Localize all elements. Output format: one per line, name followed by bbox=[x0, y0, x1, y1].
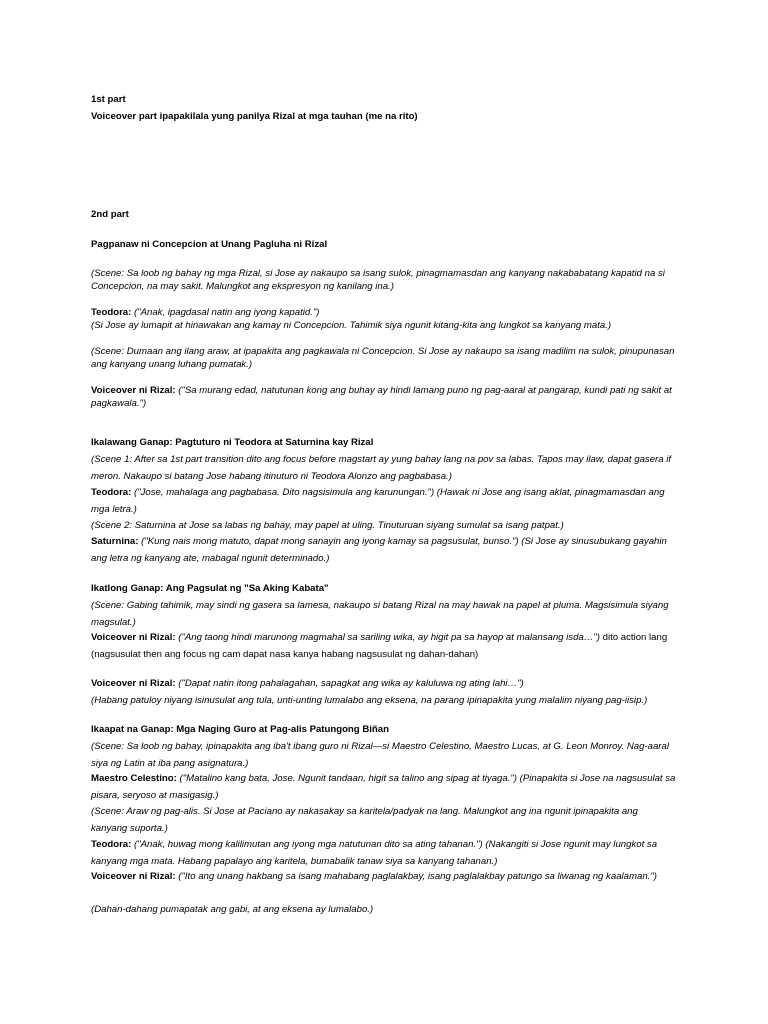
action-note: dito action lang (nagsusulat then ang focus ng cam dapat nasa kanya habang nagsusulat ng dahan-dahan) bbox=[91, 632, 668, 660]
section3-heading: Ikatlong Ganap: Ang Pagsulat ng "Sa Aking Kabata" bbox=[91, 583, 329, 594]
stage-direction: (Si Jose ay lumapit at hinawakan ang kamay ni Concepcion. Tahimik siya ngunit kitang-kita ang lungkot sa kanyang mata.) bbox=[91, 320, 612, 331]
speaker-label: Teodora: bbox=[91, 839, 132, 850]
speaker-label: Voiceover ni Rizal: bbox=[91, 678, 176, 689]
section3-scene1: (Scene: Gabing tahimik, may sindi ng gasera sa lamesa, nakaupo si batang Rizal na may hawak na papel at pluma. Magsisimula siyang magsulat.) bbox=[91, 600, 669, 628]
dialogue-text: ("Ang taong hindi marunong magmahal sa sariling wika, ay higit pa sa hayop at malansang isda…") bbox=[175, 632, 603, 643]
dialogue-text: ("Anak, huwag mong kalilimutan ang iyong mga natutunan dito sa ating tahanan.") (Nakangiti si Jose ngunit may lungkot sa kanyang mga mata. Habang papalayo ang karitela, bumabalik tanaw siya sa kanyang tahanan.) bbox=[91, 839, 658, 867]
section4-heading: Ikaapat na Ganap: Mga Naging Guro at Pag-alis Patungong Biñan bbox=[91, 724, 389, 735]
section2-scene1: (Scene 1: After sa 1st part transition dito ang focus before magstart ay yung bahay lang na pov sa labas. Tapos may ilaw, dapat gasera if meron. Nakaupo si batang Jose habang itinuturo ni Teodora Alonzo ang pagbabasa.) bbox=[91, 454, 672, 482]
speaker-label: Teodora: bbox=[91, 307, 132, 318]
dialogue-text: ("Matalino kang bata, Jose. Ngunit tandaan, higit sa talino ang sipag at tiyaga.") (Pinapakita si Jose na nagsusulat sa pisara, seryoso at masigasig.) bbox=[91, 773, 676, 801]
part1-label: 1st part bbox=[91, 94, 126, 105]
speaker-label: Teodora: bbox=[91, 487, 132, 498]
section4-celestino-dialogue bbox=[91, 771, 676, 804]
speaker-label: Voiceover ni Rizal: bbox=[91, 632, 176, 643]
section4-voiceover bbox=[91, 869, 676, 886]
stage-direction: (Habang patuloy niyang isinusulat ang tula, unti-unting lumalabo ang eksena, na parang ipinapakita yung malalim niyang pag-iisip.) bbox=[91, 694, 648, 706]
dialogue-text: ("Kung nais mong matuto, dapat mong sanayin ang iyong kamay sa pagsusulat, bunso.") (Si Jose ay sinusubukang gayahin ang letra ng kanyang ate, mabagal ngunit determinado.) bbox=[91, 536, 667, 564]
dialogue-text: ("Jose, mahalaga ang pagbabasa. Dito nagsisimula ang karunungan.") (Hawak ni Jose ang isang aklat, pinagmamasdan ang mga letra.) bbox=[91, 487, 665, 515]
part1-description: Voiceover part ipapakilala yung panilya Rizal at mga tauhan (me na rito) bbox=[91, 111, 418, 122]
section1-voiceover bbox=[91, 384, 676, 410]
section2-heading: Ikalawang Ganap: Pagtuturo ni Teodora at Saturnina kay Rizal bbox=[91, 437, 374, 448]
speaker-label: Voiceover ni Rizal: bbox=[91, 871, 176, 882]
section4-scene2: (Scene: Araw ng pag-alis. Si Jose at Paciano ay nakasakay sa karitela/padyak na lang. Malungkot ang ina ngunit ipinapakita ang kanyang suporta.) bbox=[91, 806, 638, 834]
section3-voiceover2 bbox=[91, 676, 676, 709]
section2-teodora-dialogue bbox=[91, 485, 676, 518]
part2-label: 2nd part bbox=[91, 209, 129, 220]
dialogue-text: ("Anak, ipagdasal natin ang iyong kapatid.") bbox=[131, 307, 320, 318]
section4-teodora-dialogue bbox=[91, 837, 676, 870]
section4-scene1: (Scene: Sa loob ng bahay, ipinapakita ang iba't ibang guro ni Rizal—si Maestro Celestino, Maestro Lucas, at G. Leon Monroy. Nag-aaral siya ng Latin at iba pang asignatura.) bbox=[91, 741, 669, 769]
section2-saturnina-dialogue bbox=[91, 534, 676, 567]
section1-scene1: (Scene: Sa loob ng bahay ng mga Rizal, si Jose ay nakaupo sa isang sulok, pinagmamasdan ang kanyang nakababatang kapatid na si Concepcion, na may sakit. Malungkot ang ekspresyon ng kanilang ina.) bbox=[91, 268, 665, 292]
section3-voiceover1 bbox=[91, 630, 676, 663]
section4-ending: (Dahan-dahang pumapatak ang gabi, at ang eksena ay lumalabo.) bbox=[91, 904, 374, 915]
section1-teodora-dialogue bbox=[91, 306, 676, 332]
speaker-label: Voiceover ni Rizal: bbox=[91, 385, 176, 396]
dialogue-text: ("Sa murang edad, natutunan kong ang buhay ay hindi lamang puno ng pag-aaral at pangarap, kundi pati ng sakit at pagkawala.") bbox=[91, 385, 672, 409]
dialogue-text: ("Ito ang unang hakbang sa isang mahabang paglalakbay, isang paglalakbay patungo sa liwanag ng kaalaman.") bbox=[175, 871, 657, 882]
section1-heading: Pagpanaw ni Concepcion at Unang Pagluha ni Rizal bbox=[91, 239, 328, 250]
section1-scene2: (Scene: Dumaan ang ilang araw, at ipapakita ang pagkawala ni Concepcion. Si Jose ay nakaupo sa isang madilim na sulok, pinupunasan ang kanyang unang luhang pumatak.) bbox=[91, 346, 675, 370]
dialogue-text: ("Dapat natin itong pahalagahan, sapagkat ang wika ay kaluluwa ng ating lahi…") bbox=[175, 678, 524, 689]
speaker-label: Maestro Celestino: bbox=[91, 773, 177, 784]
speaker-label: Saturnina: bbox=[91, 536, 139, 547]
section2-scene2: (Scene 2: Saturnina at Jose sa labas ng bahay, may papel at uling. Tinuturuan siyang sumulat sa isang patpat.) bbox=[91, 520, 564, 531]
